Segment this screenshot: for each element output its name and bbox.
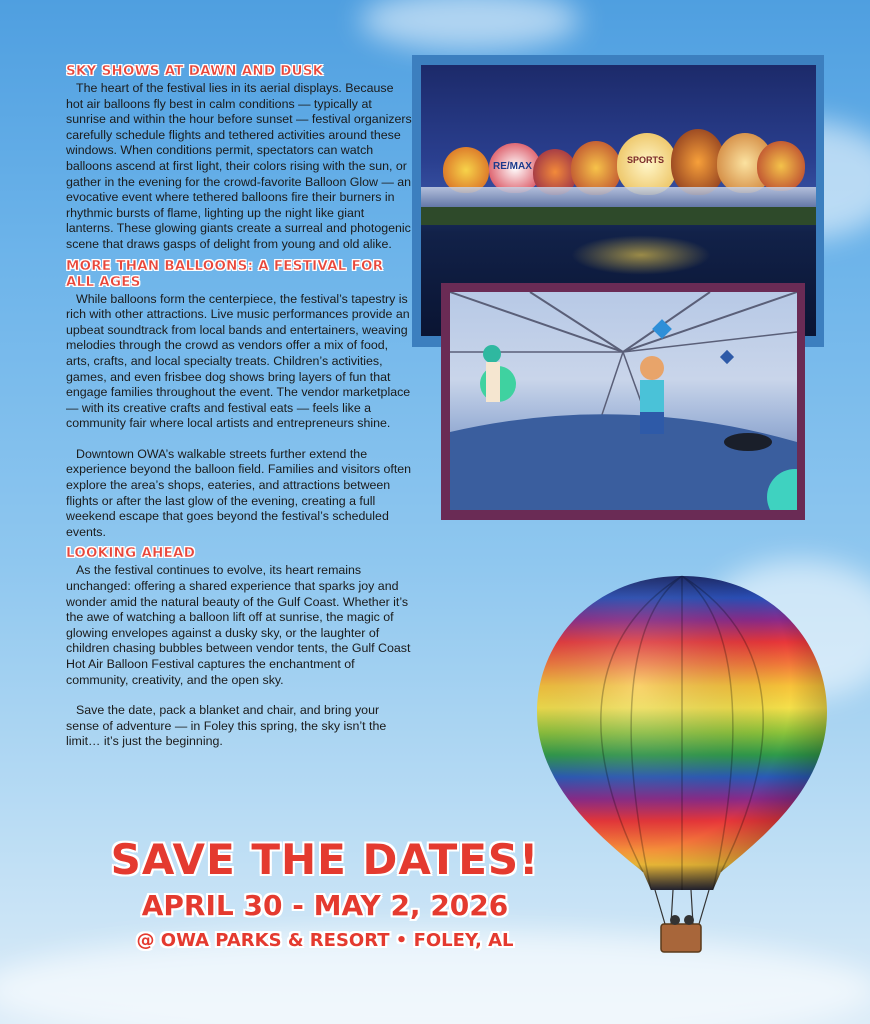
tent-row [421,187,816,207]
paragraph: As the festival continues to evolve, its heart remains unchanged: offering a shared experience that sparks joy and wonder amid the natural beauty of the Gulf Coast. Whether it’s the awe of watching a balloon lift off at sunrise, the magic of glowing envelopes against a dusky sky, or the laughter of children chasing bubbles between vendor tents, the Gulf Coast Hot Air Balloon Festival captures the enchantment of community, creativity, and the open sky. [66,563,411,687]
section-heading: LOOKING AHEAD [66,546,196,562]
kids-in-balloon-photo [441,283,805,520]
balloon-label: SPORTS [627,155,665,165]
balloon-label: RE/MAX [493,161,532,172]
section-more-than-balloons [66,259,412,541]
section-heading: MORE THAN BALLOONS: A FESTIVAL FOR ALL AGES [66,258,384,290]
section-heading: SKY SHOWS AT DAWN AND DUSK [66,64,324,79]
save-the-dates-title: SAVE THE DATES! [110,835,540,884]
section-looking-ahead [66,546,412,750]
rainbow-hot-air-balloon-illustration [533,572,831,962]
cloud [360,0,580,50]
event-location: @ OWA PARKS & RESORT • FOLEY, AL [136,930,514,951]
glow-reflection [571,235,711,275]
article-text [66,64,412,756]
save-the-dates-banner [110,836,540,954]
glowing-balloon [757,141,805,191]
paragraph: The heart of the festival lies in its aerial displays. Because hot air balloons fly best in calm conditions — typically at sunrise and within the hour before sunset — festival organizers carefully schedule flights and tethered activities around these windows. When conditions permit, spectators can watch balloons ascend at first light, their colors rising with the sun, or gather in the evening for the crowd-favorite Balloon Glow — an evocative event where tethered balloons fire their burners in rhythmic bursts of flame, lighting up the night like giant lanterns. These glowing giants create a surreal and photogenic scene that draws gasps of delight from young and old alike. [66,81,412,251]
shoreline [421,207,816,225]
event-dates: APRIL 30 - MAY 2, 2026 [141,889,509,922]
paragraph: While balloons form the centerpiece, the festival’s tapestry is rich with other attractions. Live music performances provide an upbeat soundtrack from local bands and entertainers, weaving melodies through the crowd as vendors offer a mix of food, arts, crafts, and local specialty treats. Children’s activities, games, and even frisbee dog shows bring layers of fun that engage families throughout the event. The vendor marketplace — with its creative crafts and festival eats — feels like a community fair where local artists and entrepreneurs shine. [66,291,411,431]
kids-in-balloon-image [450,292,797,510]
section-sky-shows [66,64,412,253]
paragraph: Downtown OWA’s walkable streets further extend the experience beyond the balloon field. Families and visitors often explore the area’s shops, eateries, and attractions between flights or after the last glow of the evening, creating a full weekend escape that goes beyond the festival’s scheduled events. [66,446,412,539]
paragraph: Save the date, pack a blanket and chair, and bring your sense of adventure — in Foley this spring, the sky isn’t the limit… it’s just the beginning. [66,703,387,749]
balloon-interior-svg [450,292,797,510]
